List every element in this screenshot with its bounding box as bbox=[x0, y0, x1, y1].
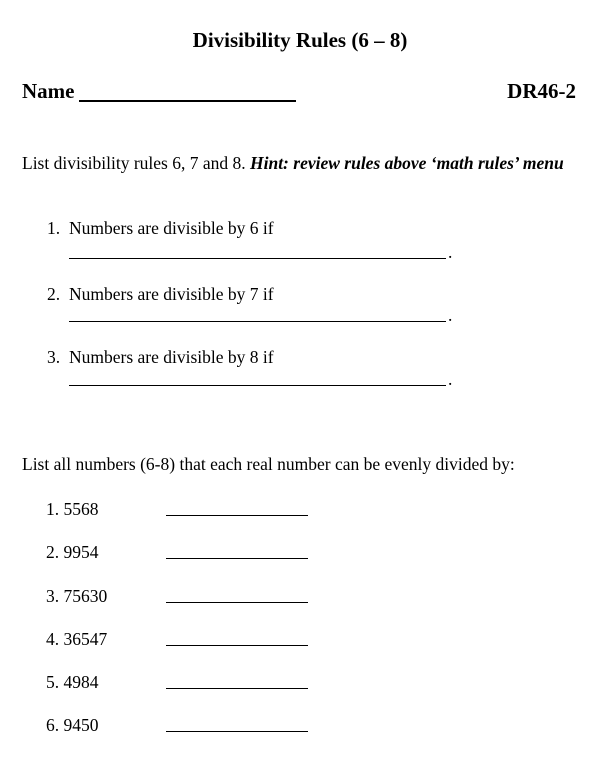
section1-instructions bbox=[22, 151, 582, 175]
number-answer-line[interactable] bbox=[166, 688, 308, 689]
rule-item-number: 1. bbox=[47, 218, 61, 238]
page-title: Divisibility Rules (6 – 8) bbox=[192, 28, 408, 52]
name-label: Name bbox=[22, 79, 75, 103]
rule-period: . bbox=[448, 305, 453, 325]
number-answer-line[interactable] bbox=[166, 515, 308, 516]
rule-answer-line[interactable] bbox=[69, 385, 446, 386]
number-answer-line[interactable] bbox=[166, 558, 308, 559]
number-item: 4. 36547 bbox=[46, 629, 108, 649]
rule-item bbox=[47, 347, 274, 368]
section1-hint: Hint: review rules above ‘math rules’ menu bbox=[249, 153, 564, 173]
rule-item-number: 2. bbox=[47, 284, 61, 304]
worksheet-code: DR46-2 bbox=[507, 79, 576, 103]
section2-instructions: List all numbers (6-8) that each real number can be evenly divided by: bbox=[22, 454, 515, 474]
rule-item-text: Numbers are divisible by 8 if bbox=[69, 347, 274, 367]
section1-instruction-text: List divisibility rules 6, 7 and 8. bbox=[22, 153, 250, 173]
rule-item-text: Numbers are divisible by 7 if bbox=[69, 284, 274, 304]
number-answer-line[interactable] bbox=[166, 645, 308, 646]
number-answer-line[interactable] bbox=[166, 731, 308, 732]
number-item: 3. 75630 bbox=[46, 586, 108, 606]
rule-item-text: Numbers are divisible by 6 if bbox=[69, 218, 274, 238]
rule-item bbox=[47, 284, 274, 305]
number-item: 2. 9954 bbox=[46, 542, 99, 562]
rule-answer-line[interactable] bbox=[69, 321, 446, 322]
rule-item-number: 3. bbox=[47, 347, 61, 367]
number-item: 5. 4984 bbox=[46, 672, 99, 692]
number-item: 6. 9450 bbox=[46, 715, 99, 735]
number-item: 1. 5568 bbox=[46, 499, 99, 519]
number-answer-line[interactable] bbox=[166, 602, 308, 603]
rule-period: . bbox=[448, 242, 453, 262]
name-answer-line[interactable] bbox=[79, 100, 296, 102]
rule-item bbox=[47, 218, 274, 239]
rule-answer-line[interactable] bbox=[69, 258, 446, 259]
rule-period: . bbox=[448, 369, 453, 389]
